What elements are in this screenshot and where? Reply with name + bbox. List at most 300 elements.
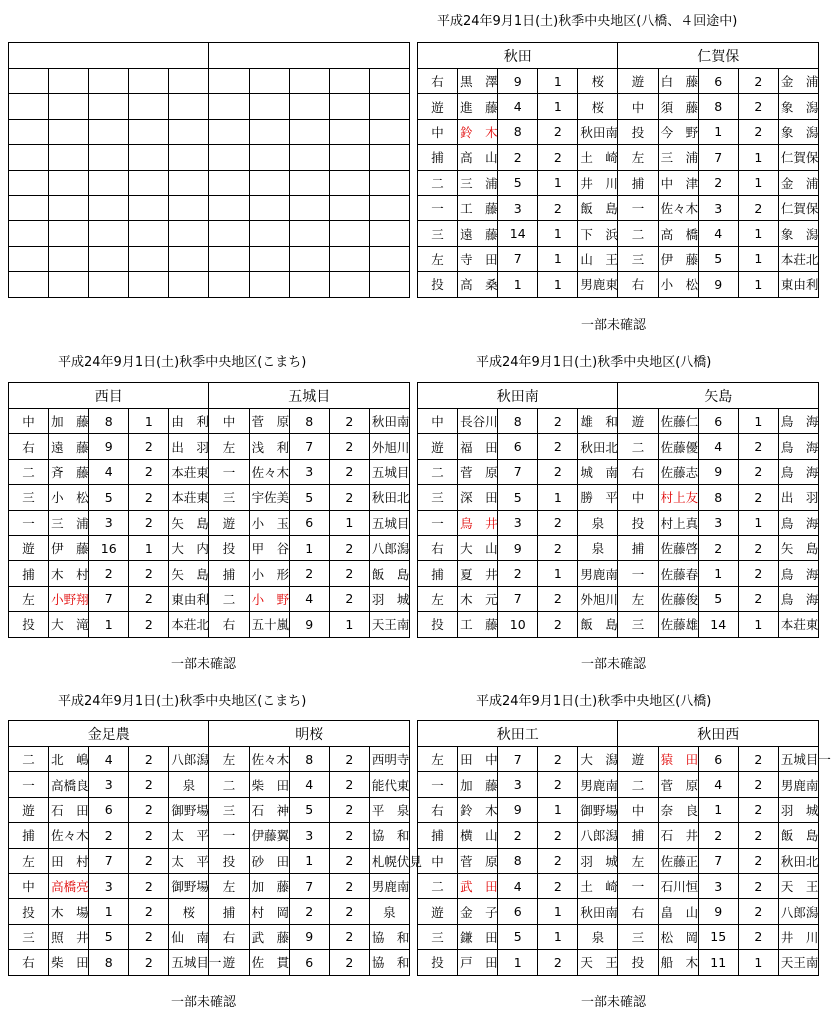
grade xyxy=(129,221,169,246)
junior-high-school: 桜 xyxy=(169,899,209,924)
position: 投 xyxy=(618,950,658,975)
player-name: 白 藤 xyxy=(658,69,698,94)
team-header-row xyxy=(418,383,819,409)
player-name: 鈴 木 xyxy=(458,797,498,822)
player-name: 菅 原 xyxy=(249,409,289,434)
player-row xyxy=(418,747,819,772)
player-row xyxy=(418,195,819,220)
grade xyxy=(129,145,169,170)
player-name: 中 津 xyxy=(658,170,698,195)
position: 投 xyxy=(418,950,458,975)
player-row xyxy=(9,409,410,434)
position xyxy=(209,94,249,119)
uniform-number: 1 xyxy=(89,899,129,924)
junior-high-school: 出 羽 xyxy=(169,434,209,459)
junior-high-school: 鳥 海 xyxy=(778,409,818,434)
team-name xyxy=(9,43,209,69)
player-row xyxy=(9,434,410,459)
player-name: 戸 田 xyxy=(458,950,498,975)
grade: 2 xyxy=(129,561,169,586)
uniform-number: 5 xyxy=(89,924,129,949)
grade: 2 xyxy=(129,823,169,848)
junior-high-school: 大 内 xyxy=(169,535,209,560)
player-name: 松 岡 xyxy=(658,924,698,949)
grade: 1 xyxy=(329,510,369,535)
uniform-number: 7 xyxy=(498,747,538,772)
uniform-number: 8 xyxy=(89,950,129,975)
position: 一 xyxy=(618,873,658,898)
uniform-number: 8 xyxy=(698,485,738,510)
grade xyxy=(129,246,169,271)
junior-high-school: 羽 城 xyxy=(578,848,618,873)
uniform-number: 2 xyxy=(698,535,738,560)
junior-high-school: 秋田南 xyxy=(369,409,409,434)
uniform-number: 4 xyxy=(89,459,129,484)
player-name: 佐藤優 xyxy=(658,434,698,459)
player-name: 鎌 田 xyxy=(458,924,498,949)
player-row xyxy=(418,797,819,822)
grade: 2 xyxy=(738,535,778,560)
junior-high-school xyxy=(369,170,409,195)
junior-high-school: 五城目 xyxy=(369,459,409,484)
grade: 2 xyxy=(538,119,578,144)
grade xyxy=(129,69,169,94)
junior-high-school: 金 浦 xyxy=(778,69,818,94)
position: 二 xyxy=(209,586,249,611)
player-name: 小 松 xyxy=(658,272,698,297)
player-name: 武 藤 xyxy=(249,924,289,949)
junior-high-school: 男鹿東 xyxy=(578,272,618,297)
grade: 2 xyxy=(329,434,369,459)
player-name: 三 浦 xyxy=(658,145,698,170)
grade: 2 xyxy=(329,899,369,924)
junior-high-school: 秋田北 xyxy=(369,485,409,510)
player-name: 長谷川 xyxy=(458,409,498,434)
position: 捕 xyxy=(618,170,658,195)
position: 中 xyxy=(618,94,658,119)
grade: 1 xyxy=(538,924,578,949)
junior-high-school xyxy=(369,221,409,246)
position: 三 xyxy=(618,924,658,949)
junior-high-school: 天王南 xyxy=(778,950,818,975)
player-row xyxy=(418,924,819,949)
player-row xyxy=(418,119,819,144)
position: 左 xyxy=(209,434,249,459)
position: 左 xyxy=(618,848,658,873)
junior-high-school xyxy=(369,119,409,144)
junior-high-school: 泉 xyxy=(578,535,618,560)
position: 一 xyxy=(618,195,658,220)
player-name: 加 藤 xyxy=(458,772,498,797)
block1-title: 平成24年9月1日(土)秋季中央地区(八橋、４回途中) xyxy=(437,14,738,29)
junior-high-school: 土 崎 xyxy=(578,873,618,898)
player-row xyxy=(418,873,819,898)
uniform-number: 5 xyxy=(698,586,738,611)
position: 中 xyxy=(9,873,49,898)
uniform-number: 9 xyxy=(698,899,738,924)
grade: 2 xyxy=(329,873,369,898)
lineup-table-nishime-gojome xyxy=(8,382,410,638)
team-name: 秋田西 xyxy=(618,721,819,747)
junior-high-school: 井 川 xyxy=(578,170,618,195)
player-name: 遠 藤 xyxy=(49,434,89,459)
position xyxy=(209,221,249,246)
position: 中 xyxy=(418,119,458,144)
junior-high-school xyxy=(169,69,209,94)
uniform-number: 4 xyxy=(498,94,538,119)
player-name xyxy=(249,94,289,119)
block2-right-title: 平成24年9月1日(土)秋季中央地区(八橋) xyxy=(476,355,712,370)
team-name: 秋田 xyxy=(418,43,618,69)
team-name: 金足農 xyxy=(9,721,209,747)
junior-high-school: 桜 xyxy=(578,69,618,94)
position: 投 xyxy=(418,272,458,297)
player-name: 田 中 xyxy=(458,747,498,772)
player-name: 高橋亮 xyxy=(49,873,89,898)
junior-high-school: 平 泉 xyxy=(369,797,409,822)
uniform-number: 6 xyxy=(289,950,329,975)
player-name: 佐藤仁 xyxy=(658,409,698,434)
team-header-row xyxy=(418,721,819,747)
uniform-number: 6 xyxy=(698,69,738,94)
uniform-number: 6 xyxy=(289,510,329,535)
junior-high-school: 山 王 xyxy=(578,246,618,271)
uniform-number: 7 xyxy=(289,873,329,898)
uniform-number: 9 xyxy=(289,612,329,637)
junior-high-school: 外旭川 xyxy=(578,586,618,611)
player-name: 村上友 xyxy=(658,485,698,510)
position: 左 xyxy=(209,747,249,772)
position: 二 xyxy=(618,221,658,246)
player-row xyxy=(418,145,819,170)
junior-high-school: 本荘東 xyxy=(169,485,209,510)
uniform-number: 9 xyxy=(89,434,129,459)
position xyxy=(209,272,249,297)
uniform-number: 14 xyxy=(698,612,738,637)
uniform-number: 6 xyxy=(698,409,738,434)
position: 一 xyxy=(209,823,249,848)
player-name: 金 子 xyxy=(458,899,498,924)
position: 三 xyxy=(418,485,458,510)
grade: 2 xyxy=(329,924,369,949)
junior-high-school: 雄 和 xyxy=(578,409,618,434)
position xyxy=(9,119,49,144)
junior-high-school xyxy=(369,69,409,94)
position xyxy=(209,170,249,195)
junior-high-school: 出 羽 xyxy=(778,485,818,510)
team-header-row xyxy=(9,721,410,747)
uniform-number xyxy=(289,94,329,119)
uniform-number: 3 xyxy=(89,510,129,535)
junior-high-school: 男鹿南 xyxy=(578,561,618,586)
player-name: 菅 原 xyxy=(458,459,498,484)
grade xyxy=(329,195,369,220)
grade: 1 xyxy=(538,561,578,586)
player-row xyxy=(418,899,819,924)
uniform-number xyxy=(289,69,329,94)
grade: 1 xyxy=(738,170,778,195)
player-name: 佐々木 xyxy=(49,823,89,848)
position: 遊 xyxy=(209,510,249,535)
position: 投 xyxy=(209,535,249,560)
position: 三 xyxy=(9,924,49,949)
uniform-number: 2 xyxy=(289,561,329,586)
position: 投 xyxy=(618,510,658,535)
player-name: 照 井 xyxy=(49,924,89,949)
lineup-table-akitaminami-yashima xyxy=(417,382,819,638)
position: 右 xyxy=(209,612,249,637)
player-name: 伊 藤 xyxy=(49,535,89,560)
junior-high-school xyxy=(169,221,209,246)
junior-high-school: 太 平 xyxy=(169,848,209,873)
player-name: 石 田 xyxy=(49,797,89,822)
junior-high-school: 飯 島 xyxy=(778,823,818,848)
grade xyxy=(129,272,169,297)
uniform-number: 4 xyxy=(498,873,538,898)
grade xyxy=(329,119,369,144)
junior-high-school: 男鹿南 xyxy=(578,772,618,797)
uniform-number: 15 xyxy=(698,924,738,949)
junior-high-school xyxy=(169,94,209,119)
player-name: 小野翔 xyxy=(49,586,89,611)
uniform-number xyxy=(89,246,129,271)
player-name: 小 野 xyxy=(249,586,289,611)
uniform-number: 1 xyxy=(698,561,738,586)
uniform-number: 1 xyxy=(698,797,738,822)
position: 二 xyxy=(618,772,658,797)
position: 右 xyxy=(418,535,458,560)
grade: 2 xyxy=(538,873,578,898)
grade: 2 xyxy=(538,586,578,611)
uniform-number xyxy=(289,221,329,246)
junior-high-school: 秋田南 xyxy=(578,899,618,924)
position: 二 xyxy=(9,459,49,484)
grade: 1 xyxy=(129,535,169,560)
uniform-number: 6 xyxy=(498,434,538,459)
position: 遊 xyxy=(9,797,49,822)
position: 遊 xyxy=(418,434,458,459)
junior-high-school: 金 浦 xyxy=(778,170,818,195)
uniform-number: 7 xyxy=(498,246,538,271)
uniform-number: 4 xyxy=(698,772,738,797)
grade: 1 xyxy=(129,409,169,434)
player-name: 佐々木 xyxy=(658,195,698,220)
player-row xyxy=(418,246,819,271)
player-name: 村上真 xyxy=(658,510,698,535)
junior-high-school: 外旭川 xyxy=(369,434,409,459)
block3-right-title: 平成24年9月1日(土)秋季中央地区(八橋) xyxy=(476,694,712,709)
player-row xyxy=(418,221,819,246)
grade: 2 xyxy=(738,586,778,611)
position: 遊 xyxy=(418,899,458,924)
grade: 1 xyxy=(538,69,578,94)
position: 中 xyxy=(418,409,458,434)
player-row xyxy=(9,535,410,560)
position: 右 xyxy=(9,434,49,459)
player-name: 木 場 xyxy=(49,899,89,924)
player-name xyxy=(49,145,89,170)
uniform-number: 8 xyxy=(89,409,129,434)
player-row xyxy=(418,272,819,297)
position: 捕 xyxy=(418,561,458,586)
junior-high-school: 下 浜 xyxy=(578,221,618,246)
junior-high-school: 象 潟 xyxy=(778,119,818,144)
junior-high-school: 鳥 海 xyxy=(778,434,818,459)
player-name: 大 滝 xyxy=(49,612,89,637)
player-row xyxy=(9,69,410,94)
position: 右 xyxy=(9,950,49,975)
player-name: 菅 原 xyxy=(458,848,498,873)
junior-high-school: 秋田南 xyxy=(578,119,618,144)
grade: 2 xyxy=(129,950,169,975)
position: 一 xyxy=(418,772,458,797)
grade: 2 xyxy=(329,459,369,484)
junior-high-school: 太 平 xyxy=(169,823,209,848)
position: 二 xyxy=(418,873,458,898)
team-name: 秋田工 xyxy=(418,721,618,747)
position: 左 xyxy=(418,586,458,611)
team-header-row xyxy=(9,383,410,409)
grade: 2 xyxy=(738,69,778,94)
player-name: 柴 田 xyxy=(49,950,89,975)
player-row xyxy=(418,170,819,195)
grade: 2 xyxy=(738,119,778,144)
player-name: 石 神 xyxy=(249,797,289,822)
position: 中 xyxy=(9,409,49,434)
player-name: 砂 田 xyxy=(249,848,289,873)
player-name: 夏 井 xyxy=(458,561,498,586)
uniform-number xyxy=(289,119,329,144)
junior-high-school: 仙 南 xyxy=(169,924,209,949)
player-name: 武 田 xyxy=(458,873,498,898)
player-name: 鈴 木 xyxy=(458,119,498,144)
grade: 2 xyxy=(738,561,778,586)
junior-high-school: 鳥 海 xyxy=(778,459,818,484)
team-name: 五城目 xyxy=(209,383,410,409)
grade xyxy=(329,272,369,297)
player-name: 田 村 xyxy=(49,848,89,873)
uniform-number: 4 xyxy=(89,747,129,772)
player-name: 高橋良 xyxy=(49,772,89,797)
position: 右 xyxy=(618,272,658,297)
uniform-number: 3 xyxy=(698,195,738,220)
player-name xyxy=(249,272,289,297)
player-row xyxy=(418,823,819,848)
player-name: 遠 藤 xyxy=(458,221,498,246)
position: 右 xyxy=(618,899,658,924)
uniform-number: 7 xyxy=(498,586,538,611)
uniform-number: 5 xyxy=(289,485,329,510)
grade: 2 xyxy=(129,873,169,898)
junior-high-school: 仁賀保 xyxy=(778,195,818,220)
junior-high-school: 大 潟 xyxy=(578,747,618,772)
uniform-number xyxy=(289,170,329,195)
player-row xyxy=(418,586,819,611)
grade: 2 xyxy=(738,899,778,924)
uniform-number: 3 xyxy=(498,510,538,535)
junior-high-school: 天 王 xyxy=(578,950,618,975)
grade: 2 xyxy=(129,510,169,535)
grade: 2 xyxy=(129,459,169,484)
position: 一 xyxy=(9,772,49,797)
grade xyxy=(329,170,369,195)
position: 二 xyxy=(9,747,49,772)
junior-high-school: 御野場 xyxy=(169,797,209,822)
player-name xyxy=(49,221,89,246)
player-name xyxy=(49,119,89,144)
grade: 2 xyxy=(538,848,578,873)
junior-high-school xyxy=(169,145,209,170)
junior-high-school: 桜 xyxy=(578,94,618,119)
grade: 2 xyxy=(538,535,578,560)
player-name: 佐藤俊 xyxy=(658,586,698,611)
grade: 2 xyxy=(738,94,778,119)
position: 左 xyxy=(618,145,658,170)
position: 遊 xyxy=(618,69,658,94)
position: 三 xyxy=(418,924,458,949)
player-row xyxy=(418,434,819,459)
uniform-number: 16 xyxy=(89,535,129,560)
grade: 1 xyxy=(738,950,778,975)
uniform-number: 8 xyxy=(698,94,738,119)
uniform-number: 8 xyxy=(289,747,329,772)
grade: 1 xyxy=(738,246,778,271)
player-name xyxy=(249,246,289,271)
lineup-table-kanaashino-meio xyxy=(8,720,422,976)
grade: 2 xyxy=(129,797,169,822)
uniform-number: 2 xyxy=(498,823,538,848)
player-name: 村 岡 xyxy=(249,899,289,924)
uniform-number: 7 xyxy=(698,145,738,170)
player-row xyxy=(9,873,410,898)
position xyxy=(9,69,49,94)
uniform-number: 9 xyxy=(698,459,738,484)
player-name: 三 浦 xyxy=(458,170,498,195)
position: 遊 xyxy=(418,94,458,119)
player-name: 柴 田 xyxy=(249,772,289,797)
grade: 2 xyxy=(538,145,578,170)
player-row xyxy=(418,409,819,434)
junior-high-school xyxy=(169,170,209,195)
junior-high-school: 勝 平 xyxy=(578,485,618,510)
player-row xyxy=(9,145,410,170)
uniform-number: 2 xyxy=(698,170,738,195)
player-name: 鳥 井 xyxy=(458,510,498,535)
junior-high-school: 土 崎 xyxy=(578,145,618,170)
grade: 2 xyxy=(538,434,578,459)
junior-high-school: 鳥 海 xyxy=(778,561,818,586)
uniform-number: 3 xyxy=(89,873,129,898)
player-row xyxy=(9,94,410,119)
junior-high-school: 泉 xyxy=(369,899,409,924)
unconfirmed-note: 一部未確認 xyxy=(581,995,647,1010)
junior-high-school: 鳥 海 xyxy=(778,586,818,611)
junior-high-school: 秋田北 xyxy=(778,848,818,873)
junior-high-school xyxy=(369,195,409,220)
player-name: 高 桑 xyxy=(458,272,498,297)
grade xyxy=(129,119,169,144)
grade: 2 xyxy=(738,797,778,822)
player-row xyxy=(418,69,819,94)
uniform-number xyxy=(289,195,329,220)
junior-high-school: 秋田北 xyxy=(578,434,618,459)
grade: 2 xyxy=(129,848,169,873)
uniform-number xyxy=(89,145,129,170)
grade: 2 xyxy=(738,848,778,873)
junior-high-school xyxy=(369,272,409,297)
uniform-number: 7 xyxy=(89,586,129,611)
uniform-number: 4 xyxy=(289,772,329,797)
